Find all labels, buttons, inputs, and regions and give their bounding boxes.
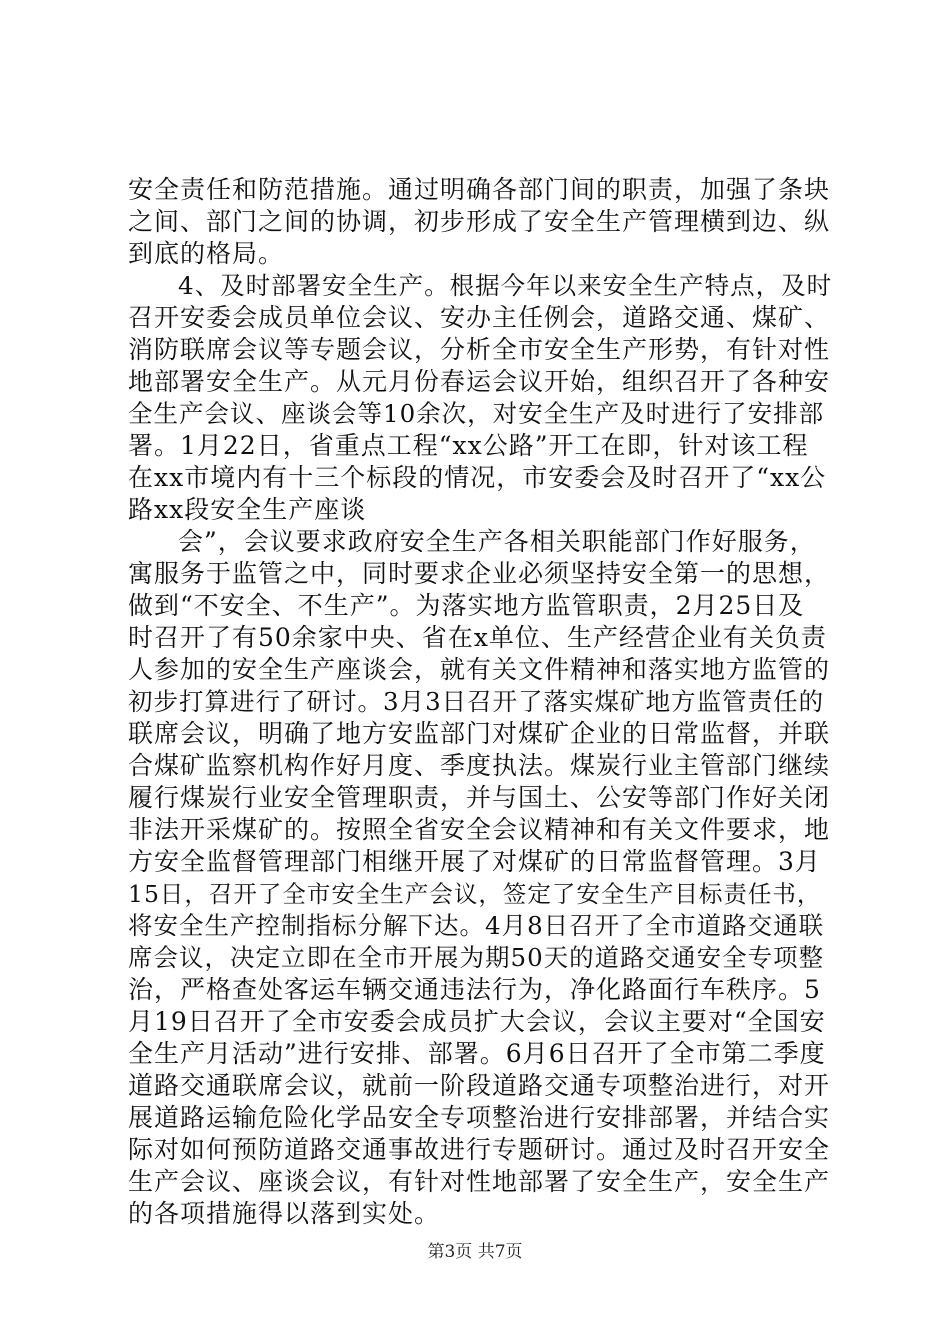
- text-line: 履行煤炭行业安全管理职责，并与国土、公安等部门作好关闭: [128, 783, 831, 812]
- text-line: 联席会议，明确了地方安监部门对煤矿企业的日常监督，并联: [128, 719, 831, 748]
- text-line: 4、及时部署安全生产。根据今年以来安全生产特点，及时: [178, 271, 833, 300]
- text-line: 非法开采煤矿的。按照全省安全会议精神和有关文件要求，地: [128, 815, 831, 844]
- text-line: 人参加的安全生产座谈会，就有关文件精神和落实地方监管的: [128, 655, 831, 684]
- text-line: 之间、部门之间的协调，初步形成了安全生产管理横到边、纵: [128, 207, 831, 236]
- text-line: 时召开了有50余家中央、省在x单位、生产经营企业有关负责: [128, 623, 827, 652]
- text-line: 会”，会议要求政府安全生产各相关职能部门作好服务，: [178, 527, 816, 556]
- text-line: 到底的格局。: [128, 239, 285, 268]
- text-line: 路xx段安全生产座谈: [128, 495, 367, 524]
- text-line: 月19日召开了全市安委会成员扩大会议，会议主要对“全国安: [128, 1007, 826, 1036]
- text-line: 做到“不安全、不生产”。为落实地方监管职责，2月25日及: [128, 591, 805, 620]
- text-line: 消防联席会议等专题会议，分析全市安全生产形势，有针对性: [128, 335, 831, 364]
- text-line: 展道路运输危险化学品安全专项整治进行安排部署，并结合实: [128, 1103, 831, 1132]
- text-line: 的各项措施得以落到实处。: [128, 1199, 441, 1228]
- text-line: 道路交通联席会议，就前一阶段道路交通专项整治进行，对开: [128, 1071, 831, 1100]
- text-line: 全生产月活动”进行安排、部署。6月6日召开了全市第二季度: [128, 1039, 826, 1068]
- text-line: 方安全监督管理部门相继开展了对煤矿的日常监督管理。3月: [128, 847, 821, 876]
- text-line: 地部署安全生产。从元月份春运会议开始，组织召开了各种安: [128, 367, 831, 396]
- text-line: 在xx市境内有十三个标段的情况，市安委会及时召开了“xx公: [128, 463, 827, 492]
- text-line: 治，严格查处客运车辆交通违法行为，净化路面行车秩序。5: [128, 975, 821, 1004]
- text-line: 将安全生产控制指标分解下达。4月8日召开了全市道路交通联: [128, 911, 825, 940]
- text-line: 寓服务于监管之中，同时要求企业必须坚持安全第一的思想，: [128, 559, 831, 588]
- text-line: 合煤矿监察机构作好月度、季度执法。煤炭行业主管部门继续: [128, 751, 831, 780]
- text-line: 席会议，决定立即在全市开展为期50天的道路交通安全专项整: [128, 943, 825, 972]
- text-line: 际对如何预防道路交通事故进行专题研讨。通过及时召开安全: [128, 1135, 831, 1164]
- text-line: 召开安委会成员单位会议、安办主任例会，道路交通、煤矿、: [128, 303, 831, 332]
- text-line: 生产会议、座谈会议，有针对性地部署了安全生产，安全生产: [128, 1167, 831, 1196]
- text-line: 15日，召开了全市安全生产会议，签定了安全生产目标责任书，: [128, 880, 822, 908]
- text-line: 全生产会议、座谈会等10余次，对安全生产及时进行了安排部: [128, 399, 825, 428]
- text-line: 初步打算进行了研讨。3月3日召开了落实煤矿地方监管责任的: [128, 687, 825, 716]
- text-line: 安全责任和防范措施。通过明确各部门间的职责，加强了条块: [128, 175, 831, 204]
- page-footer: 第3页 共7页: [427, 1242, 523, 1262]
- text-line: 署。1月22日，省重点工程“xx公路”开工在即，针对该工程: [128, 431, 809, 460]
